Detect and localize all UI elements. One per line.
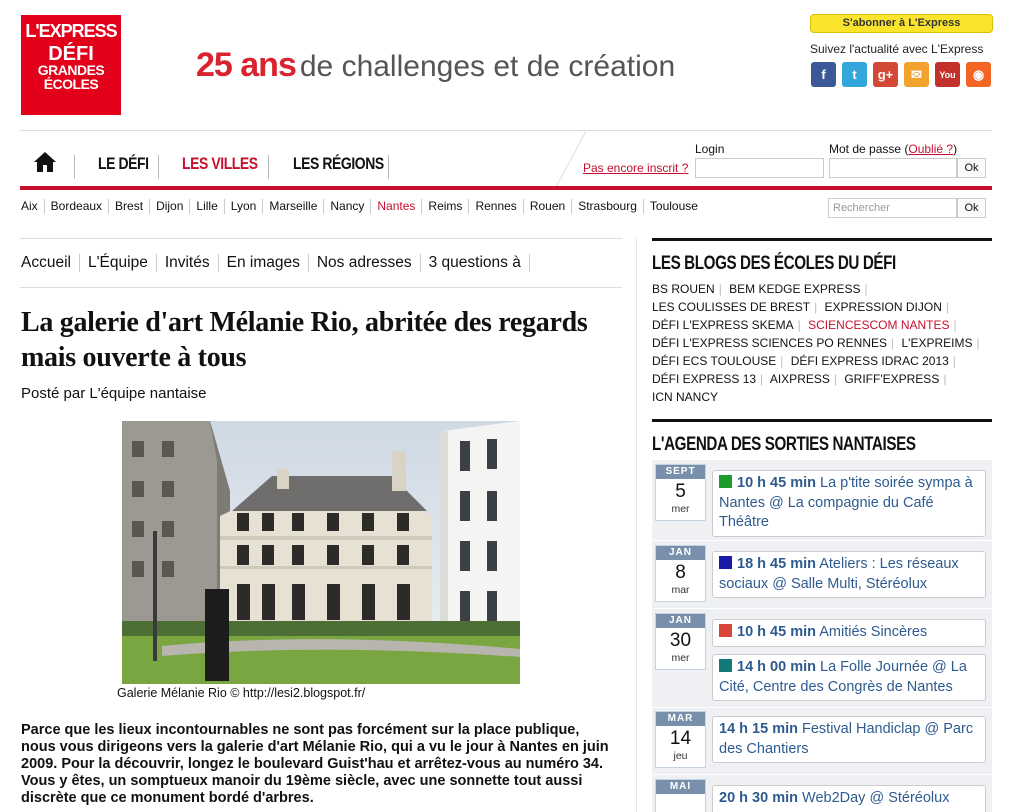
city-link[interactable]: Rouen [524,199,572,214]
blog-link[interactable]: EXPRESSION DIJON [824,300,942,314]
blog-link[interactable]: BEM KEDGE EXPRESS [729,282,861,296]
blog-link[interactable]: ICN NANCY [652,390,719,404]
city-link[interactable]: Reims [422,199,469,214]
date-weekday: mer [671,503,690,515]
event-title: Festival Handiclap @ Parc des Chantiers [719,721,974,757]
city-link[interactable]: Nantes [371,199,422,214]
blog-separator: | [952,354,956,368]
subnav-link[interactable]: En images [219,254,309,272]
city-link[interactable]: Rennes [469,199,523,214]
nav-separator [158,155,159,179]
blog-link[interactable]: LES COULISSES DE BREST [652,300,811,314]
agenda-event[interactable] [712,551,986,598]
city-link[interactable]: Strasbourg [572,199,644,214]
nav-red-bar [20,186,992,190]
date-day: 14 [669,728,692,749]
search-input[interactable]: Rechercher [828,198,957,218]
forgot-password-link[interactable]: Oublié ? [908,142,954,156]
blog-link[interactable]: DÉFI ECS TOULOUSE [652,354,777,368]
agenda-heading: L'AGENDA DES SORTIES NANTAISES [652,434,916,455]
event-title: La p'tite soirée sympa à Nantes @ La compagnie du Café Théâtre [719,475,973,530]
blog-link[interactable]: DÉFI EXPRESS IDRAC 2013 [790,354,949,368]
date-month: MAI [656,780,705,794]
blog-separator: | [780,354,784,368]
subscribe-button[interactable]: S'abonner à L'Express [810,14,993,33]
subnav-bottom-rule [20,287,622,288]
event-time: 14 h 15 min [719,721,798,737]
blogs-heading: LES BLOGS DES ÉCOLES DU DÉFI [652,253,896,274]
event-time: 20 h 30 min [719,790,798,806]
agenda-date [655,545,706,602]
agenda-date [655,464,706,521]
blog-separator: | [797,318,801,332]
date-month: JAN [656,546,705,560]
city-link[interactable]: Marseille [263,199,324,214]
date-weekday: jeu [673,750,688,762]
city-link[interactable]: Nancy [324,199,371,214]
article-body: Parce que les lieux incontournables ne sont pas forcément sur la place publique, nous vous dirigeons vers la galerie d'art Mélanie Rio, qui a vu le jour à Nantes en juin 2009. Pour la découvrir, longez le boulevard Guist'hau et arrêtez-vous au numéro 34. Vous y êtes, un somptueux manoir du 19ème siècle, avec une sonnette tout aussi discrète que ce monument bordé d'arbres. [21,722,609,806]
lexpress-defi-logo[interactable] [21,15,121,115]
nav-le-defi[interactable]: LE DÉFI [98,154,149,173]
login-label: Login [695,142,725,156]
logo-line-1: L'EXPRESS [25,21,117,41]
event-time: 10 h 45 min [737,475,816,491]
column-divider [636,238,637,812]
date-weekday: mar [671,584,690,596]
blog-link[interactable]: SCIENCESCOM NANTES [808,318,950,332]
date-month: SEPT [656,465,705,479]
nav-les-regions[interactable]: LES RÉGIONS [293,154,384,173]
social-icons [811,62,991,87]
password-input[interactable] [829,158,957,178]
agenda-date [655,779,706,812]
blog-link[interactable]: BS ROUEN [652,282,715,296]
password-label-close: ) [953,142,958,156]
event-title: Web2Day @ Stéréolux [802,790,950,806]
logo-line-2: DÉFI [48,43,94,65]
date-day: 30 [669,630,692,651]
event-time: 14 h 00 min [737,659,816,675]
event-time: 18 h 45 min [737,556,816,572]
event-category-square [719,475,732,488]
event-title: Ateliers : Les réseaux sociaux @ Salle Multi, Stéréolux [719,556,959,592]
agenda-event[interactable] [712,619,986,647]
blog-separator: | [943,372,947,386]
email-icon[interactable]: ✉ [904,62,929,87]
event-category-square [719,624,732,637]
search-ok-button[interactable]: Ok [957,198,986,218]
password-label-text: Mot de passe ( [829,142,909,156]
youtube-icon[interactable]: You [935,62,960,87]
nav-top-divider [20,130,992,131]
facebook-icon[interactable]: f [811,62,836,87]
date-weekday: mer [671,652,690,664]
nav-separator [388,155,389,179]
follow-text: Suivez l'actualité avec L'Express [810,42,984,56]
subnav-link[interactable]: Nos adresses [309,254,421,272]
agenda-heading-rule [652,419,992,422]
blog-separator: | [945,300,950,314]
blog-separator: | [976,336,980,350]
gallery-photo [122,421,520,684]
blog-link[interactable]: L'EXPREIMS [901,336,973,350]
city-link[interactable]: Lyon [225,199,264,214]
event-title: La Folle Journée @ La Cité, Centre des Congrès de Nantes [719,659,967,695]
banner-big: 25 ans [196,46,296,84]
agenda-date [655,613,706,670]
city-link[interactable]: Aix [21,199,45,214]
blog-separator: | [760,372,764,386]
section-subnav [21,254,530,272]
blogs-heading-rule [652,238,992,241]
home-icon[interactable] [33,150,57,174]
blog-separator: | [891,336,895,350]
city-link[interactable]: Lille [190,199,224,214]
googleplus-icon[interactable]: g+ [873,62,898,87]
subnav-link[interactable]: L'Équipe [80,254,157,272]
logo-line-3: GRANDES [37,62,105,78]
subnav-link[interactable]: Accueil [21,254,80,272]
agenda-event[interactable] [712,716,986,763]
subnav-top-rule [20,238,622,239]
city-links [21,199,704,214]
login-panel-divider [556,131,586,187]
login-input[interactable] [695,158,824,178]
date-day: 8 [675,562,686,583]
city-link[interactable]: Dijon [150,199,190,214]
blog-link[interactable]: DÉFI L'EXPRESS SCIENCES PO RENNES [652,336,888,350]
blog-separator: | [953,318,957,332]
logo-line-4: ÉCOLES [43,76,99,92]
event-time: 10 h 45 min [737,624,816,640]
blog-link[interactable]: DÉFI EXPRESS 13 [652,372,757,386]
register-link[interactable]: Pas encore inscrit ? [583,161,689,175]
subnav-link[interactable]: 3 questions à [421,254,530,272]
nav-separator [268,155,269,179]
agenda-event[interactable] [712,470,986,537]
event-category-square [719,556,732,569]
nav-separator [74,155,75,179]
blog-link[interactable]: AIXPRESS [769,372,830,386]
login-ok-button[interactable]: Ok [957,158,986,178]
blog-separator: | [718,282,722,296]
blog-separator: | [864,282,868,296]
nav-les-villes[interactable]: LES VILLES [182,154,258,173]
article-byline: Posté par L'équipe nantaise [21,385,207,402]
event-title: Amitiés Sincères [819,624,928,640]
city-link[interactable]: Brest [109,199,150,214]
blog-separator: | [814,300,818,314]
blog-separator: | [833,372,837,386]
blog-link[interactable]: GRIFF'EXPRESS [844,372,940,386]
blogs-list [652,280,992,406]
agenda-event[interactable] [712,654,986,701]
rss-icon[interactable]: ◉ [966,62,991,87]
article-title: La galerie d'art Mélanie Rio, abritée des regards mais ouverte à tous [21,307,588,373]
city-link[interactable]: Bordeaux [45,199,109,214]
agenda-event[interactable] [712,785,986,812]
agenda-date [655,711,706,768]
subnav-link[interactable]: Invités [157,254,219,272]
blog-link[interactable]: DÉFI L'EXPRESS SKEMA [652,318,794,332]
photo-caption: Galerie Mélanie Rio © http://lesi2.blogspot.fr/ [117,686,366,700]
city-link[interactable]: Toulouse [649,199,698,213]
date-month: JAN [656,614,705,628]
twitter-icon[interactable]: t [842,62,867,87]
anniversary-banner [196,46,756,86]
banner-rest: de challenges et de création [299,50,676,83]
date-day: 5 [675,481,686,502]
password-label [829,142,957,156]
event-category-square [719,659,732,672]
date-month: MAR [656,712,705,726]
